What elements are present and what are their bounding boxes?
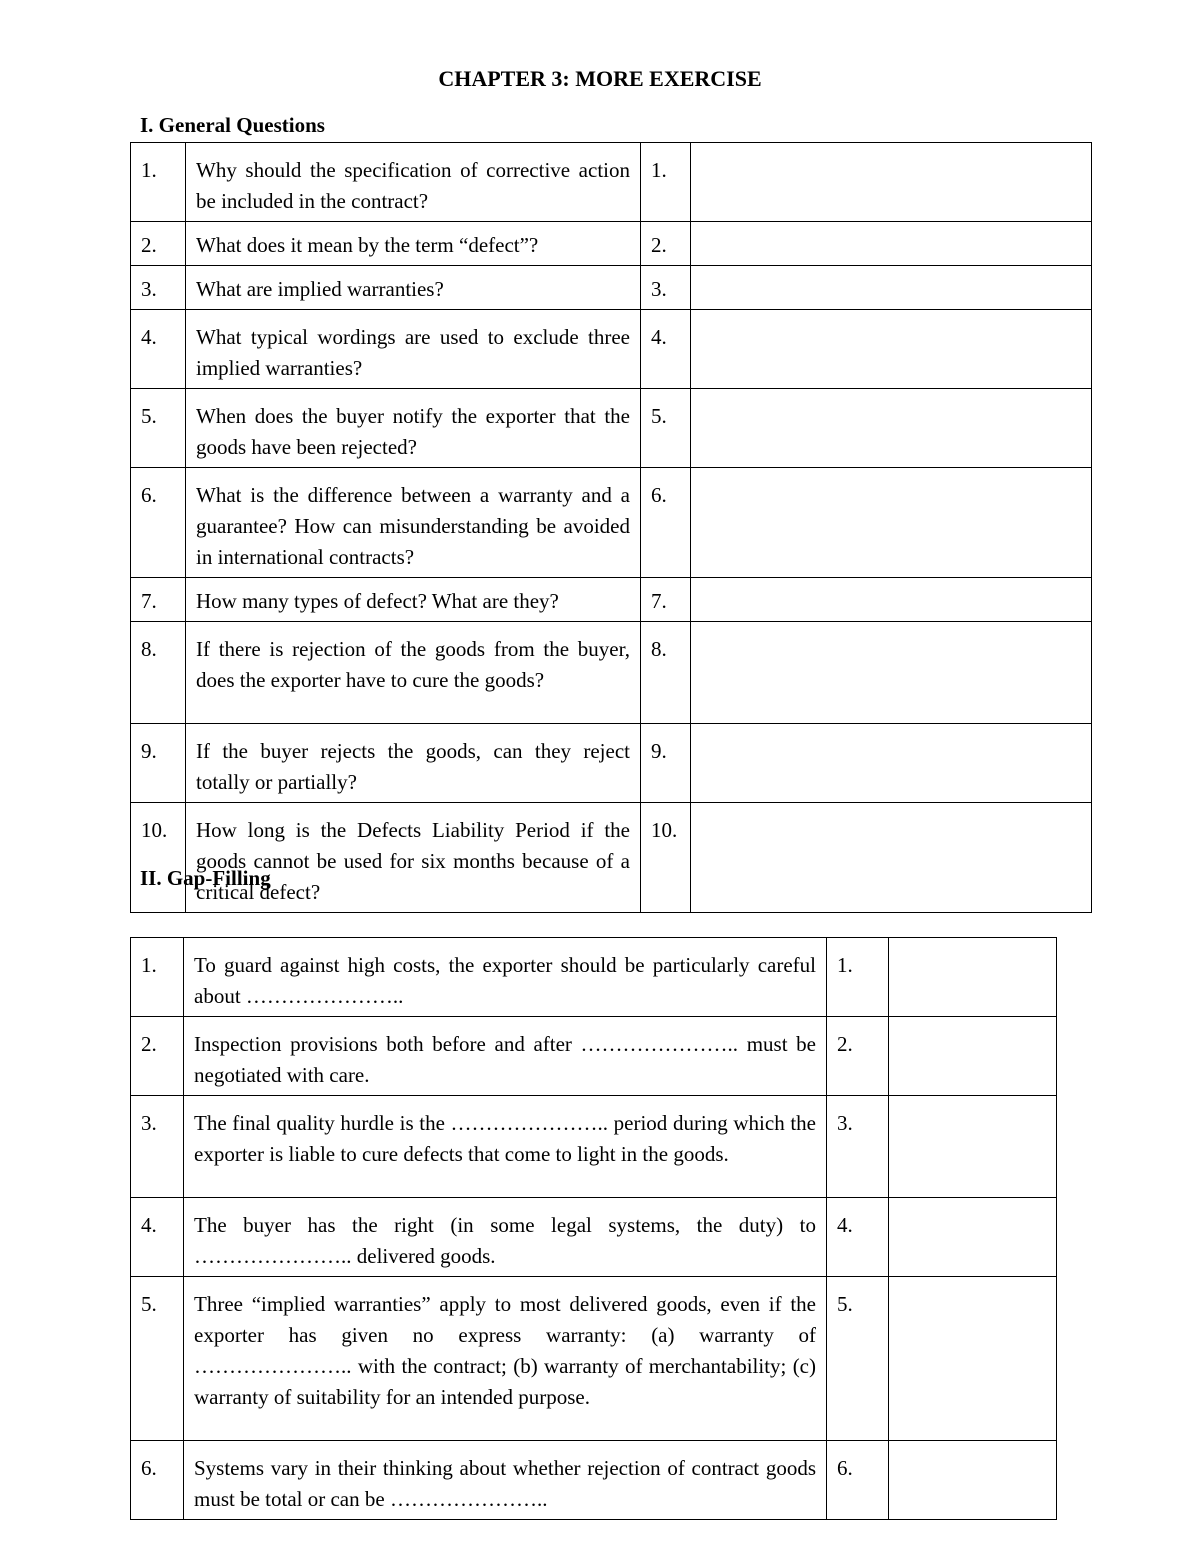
answer-cell[interactable]	[691, 803, 1092, 913]
table-row	[131, 1441, 1057, 1520]
answer-number: 2.	[827, 1017, 889, 1096]
question-number: 7.	[131, 578, 186, 622]
question-number: 8.	[131, 622, 186, 724]
question-number: 4.	[131, 310, 186, 389]
answer-number: 2.	[641, 222, 691, 266]
table-row	[131, 310, 1092, 389]
answer-number: 6.	[827, 1441, 889, 1520]
question-number: 1.	[131, 143, 186, 222]
general-questions-table	[130, 142, 1092, 913]
answer-cell[interactable]	[691, 222, 1092, 266]
answer-number: 6.	[641, 468, 691, 578]
answer-cell[interactable]	[889, 1277, 1057, 1441]
question-text: How many types of defect? What are they?	[186, 578, 641, 622]
table-row	[131, 1277, 1057, 1441]
question-number: 9.	[131, 724, 186, 803]
question-number: 2.	[131, 222, 186, 266]
answer-cell[interactable]	[691, 389, 1092, 468]
answer-number: 3.	[641, 266, 691, 310]
table-row	[131, 724, 1092, 803]
question-number: 5.	[131, 1277, 184, 1441]
answer-cell[interactable]	[691, 622, 1092, 724]
answer-number: 5.	[827, 1277, 889, 1441]
answer-number: 4.	[641, 310, 691, 389]
question-text: Inspection provisions both before and after ………………….. must be negotiated with care.	[184, 1017, 827, 1096]
table-row	[131, 938, 1057, 1017]
question-text: What is the difference between a warranty and a guarantee? How can misunderstanding be avoided in international contracts?	[186, 468, 641, 578]
answer-number: 5.	[641, 389, 691, 468]
answer-cell[interactable]	[691, 724, 1092, 803]
answer-cell[interactable]	[889, 1017, 1057, 1096]
question-number: 2.	[131, 1017, 184, 1096]
section1-heading: I. General Questions	[140, 113, 325, 137]
page-title: CHAPTER 3: MORE EXERCISE	[438, 66, 762, 91]
answer-cell[interactable]	[889, 1441, 1057, 1520]
answer-number: 1.	[827, 938, 889, 1017]
question-text: How long is the Defects Liability Period if the goods cannot be used for six months because of a critical defect?	[186, 803, 641, 913]
table-row	[131, 468, 1092, 578]
question-number: 3.	[131, 266, 186, 310]
question-text: Three “implied warranties” apply to most delivered goods, even if the exporter has given no express warranty: (a) warranty of ………………….. with the contract; (b) warranty of merchantability; (c) warranty of suitability for an intended purpose.	[184, 1277, 827, 1441]
question-number: 5.	[131, 389, 186, 468]
answer-cell[interactable]	[691, 578, 1092, 622]
question-text: The final quality hurdle is the ………………….. period during which the exporter is liable to cure defects that come to light in the goods.	[184, 1096, 827, 1198]
answer-cell[interactable]	[691, 143, 1092, 222]
table-row	[131, 1198, 1057, 1277]
gap-filling-table	[130, 937, 1057, 1520]
question-text: To guard against high costs, the exporter should be particularly careful about …………………..	[184, 938, 827, 1017]
question-text: What does it mean by the term “defect”?	[186, 222, 641, 266]
table-row	[131, 622, 1092, 724]
question-number: 6.	[131, 468, 186, 578]
answer-number: 10.	[641, 803, 691, 913]
question-text: What typical wordings are used to exclude three implied warranties?	[186, 310, 641, 389]
question-text: What are implied warranties?	[186, 266, 641, 310]
question-text: If there is rejection of the goods from the buyer, does the exporter have to cure the goods?	[186, 622, 641, 724]
table-row	[131, 1096, 1057, 1198]
question-text: Why should the specification of corrective action be included in the contract?	[186, 143, 641, 222]
table-row	[131, 389, 1092, 468]
question-text: The buyer has the right (in some legal systems, the duty) to ………………….. delivered goods.	[184, 1198, 827, 1277]
table-row	[131, 143, 1092, 222]
answer-number: 3.	[827, 1096, 889, 1198]
answer-number: 8.	[641, 622, 691, 724]
answer-cell[interactable]	[889, 1198, 1057, 1277]
answer-cell[interactable]	[889, 1096, 1057, 1198]
answer-cell[interactable]	[691, 468, 1092, 578]
table-row	[131, 578, 1092, 622]
answer-number: 4.	[827, 1198, 889, 1277]
question-number: 10.	[131, 803, 186, 913]
answer-number: 1.	[641, 143, 691, 222]
question-number: 3.	[131, 1096, 184, 1198]
answer-number: 9.	[641, 724, 691, 803]
answer-cell[interactable]	[691, 310, 1092, 389]
question-text: If the buyer rejects the goods, can they reject totally or partially?	[186, 724, 641, 803]
table-row	[131, 266, 1092, 310]
answer-number: 7.	[641, 578, 691, 622]
section2-heading: II. Gap-Filling	[140, 866, 271, 890]
question-text: When does the buyer notify the exporter that the goods have been rejected?	[186, 389, 641, 468]
question-number: 1.	[131, 938, 184, 1017]
table-row	[131, 1017, 1057, 1096]
answer-cell[interactable]	[691, 266, 1092, 310]
table-row	[131, 222, 1092, 266]
question-number: 4.	[131, 1198, 184, 1277]
question-text: Systems vary in their thinking about whether rejection of contract goods must be total or can be …………………..	[184, 1441, 827, 1520]
question-number: 6.	[131, 1441, 184, 1520]
table-row	[131, 803, 1092, 913]
answer-cell[interactable]	[889, 938, 1057, 1017]
